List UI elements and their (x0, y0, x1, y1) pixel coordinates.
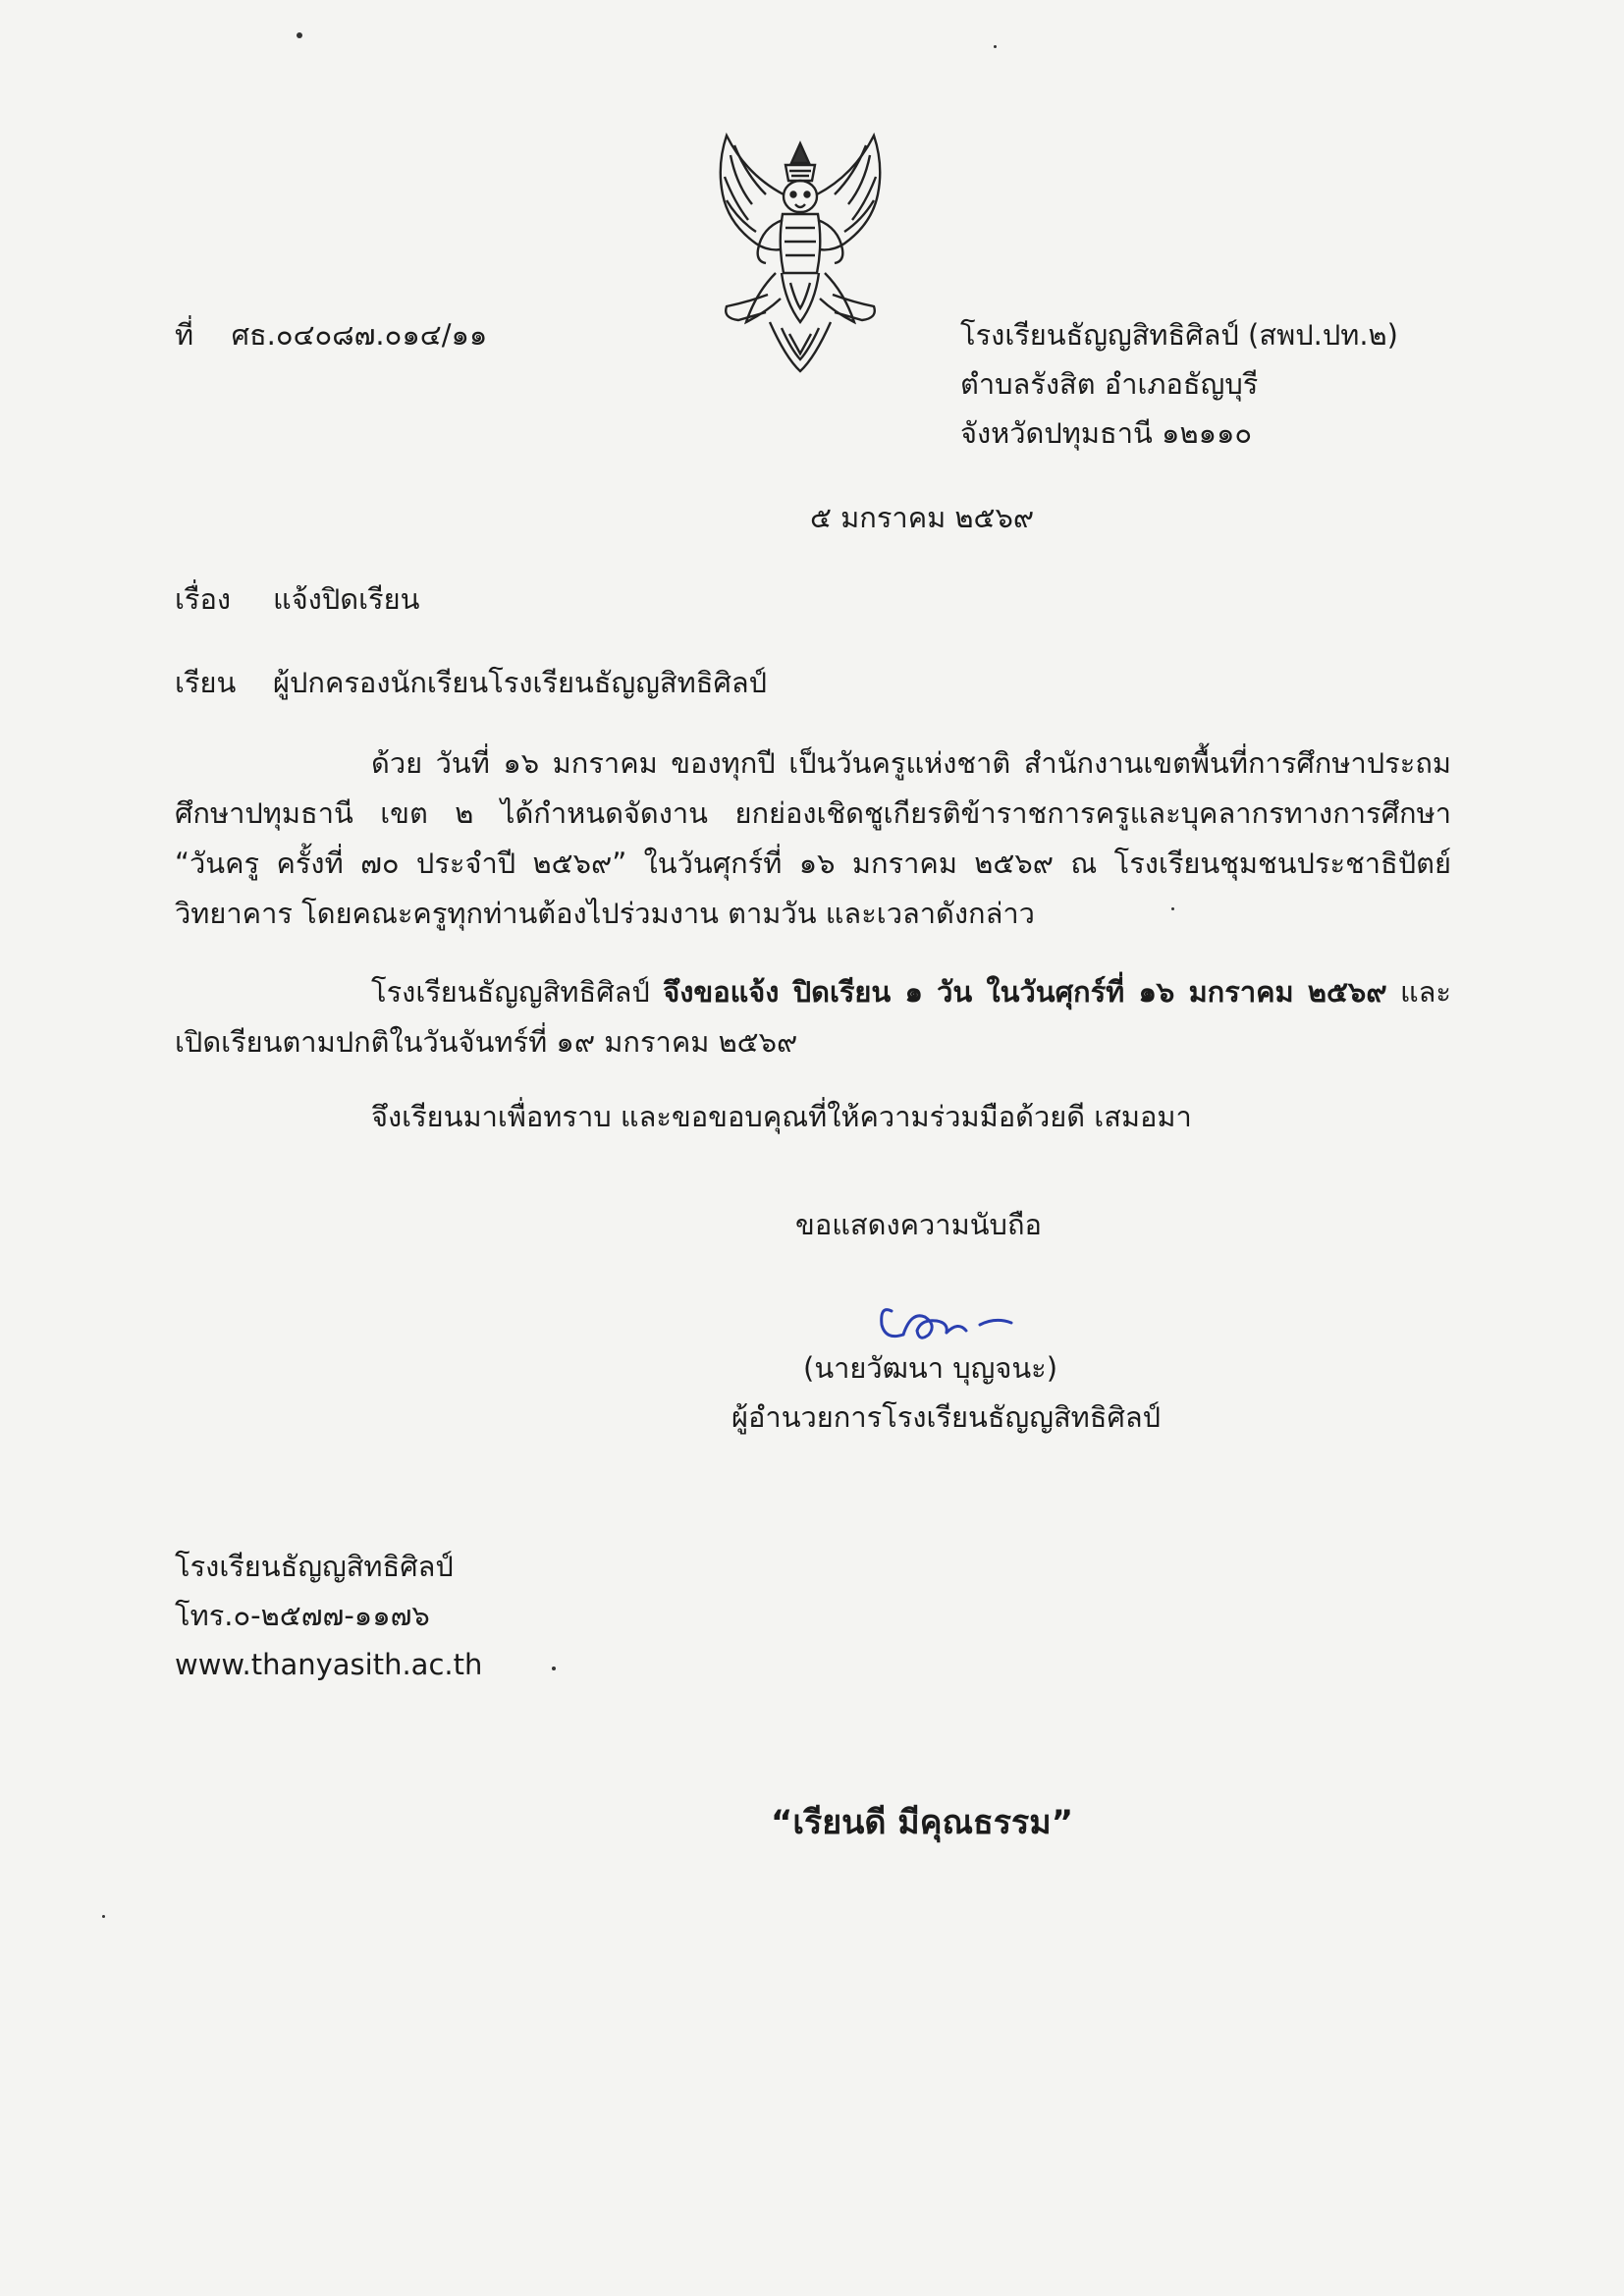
school-address-line-3: จังหวัดปทุมธานี ๑๒๑๑๐ (960, 416, 1253, 450)
scan-speck (552, 1667, 556, 1670)
footer-phone: โทร.๐-๒๕๗๗-๑๑๗๖ (175, 1599, 430, 1632)
body-paragraph-1 (175, 738, 1451, 939)
closure-notice-bold: จึงขอแจ้ง ปิดเรียน ๑ วัน ในวันศุกร์ที่ ๑๖ มกราคม ๒๕๖๙ (663, 975, 1387, 1009)
footer-school-name: โรงเรียนธัญญสิทธิศิลป์ (175, 1550, 454, 1583)
recipient-line (175, 658, 767, 707)
subject-line (175, 574, 419, 624)
scan-speck (1171, 907, 1174, 910)
school-motto: “เรียนดี มีคุณธรรม” (771, 1803, 1074, 1842)
closing-regards: ขอแสดงความนับถือ (795, 1208, 1042, 1241)
subject-text: แจ้งปิดเรียน (273, 582, 420, 616)
reference-label: ที่ (175, 318, 194, 352)
signatory-position: ผู้อำนวยการโรงเรียนธัญญสิทธิศิลป์ (731, 1400, 1162, 1434)
letter-date: ๕ มกราคม ๒๕๖๙ (810, 501, 1035, 534)
reference-number: ศธ.๐๔๐๘๗.๐๑๔/๑๑ (231, 318, 488, 352)
scan-speck (102, 1915, 105, 1918)
body-paragraph-3-text: จึงเรียนมาเพื่อทราบ และขอขอบคุณที่ให้ความร่วมมือด้วยดี เสมอมา (371, 1100, 1192, 1133)
school-address-line-2: ตำบลรังสิต อำเภอธัญบุรี (960, 367, 1259, 401)
recipient-label: เรียน (175, 666, 237, 699)
body-paragraph-2 (175, 967, 1451, 1067)
body-paragraph-3 (175, 1092, 1451, 1142)
body-paragraph-2-end: และเปิดเรียนตามปกติในวันจันทร์ที่ ๑๙ มกราคม ๒๕๖๙ (175, 975, 1452, 1059)
body-paragraph-2-start: โรงเรียนธัญญสิทธิศิลป์ (371, 975, 664, 1009)
scan-speck (297, 32, 302, 38)
signatory-name: (นายวัฒนา บุญจนะ) (803, 1351, 1058, 1385)
school-address-line-1: โรงเรียนธัญญสิทธิศิลป์ (สพป.ปท.๒) (960, 318, 1398, 352)
body-paragraph-1-text: ด้วย วันที่ ๑๖ มกราคม ของทุกปี เป็นวันครูแห่งชาติ สำนักงานเขตพื้นที่การศึกษาประถมศึกษาปทุมธานี เขต ๒ ได้กำหนดจัดงาน ยกย่องเชิดชูเกียรติข้าราชการครูและบุคลากรทางการศึกษา “วันครู ครั้งที่ ๗๐ ประจำปี ๒๕๖๙” ในวันศุกร์ที่ ๑๖ มกราคม ๒๕๖๙ ณ โรงเรียนชุมชนประชาธิปัตย์วิทยาคาร โดยคณะครูทุกท่านต้องไปร่วมงาน ตามวัน และเวลาดังกล่าว (175, 746, 1451, 930)
garuda-emblem-icon (687, 126, 913, 381)
reference-line (175, 310, 487, 359)
subject-label: เรื่อง (175, 582, 232, 616)
footer-website: www.thanyasith.ac.th (175, 1648, 483, 1681)
scan-speck (994, 45, 997, 48)
recipient-text: ผู้ปกครองนักเรียนโรงเรียนธัญญสิทธิศิลป์ (273, 666, 768, 699)
